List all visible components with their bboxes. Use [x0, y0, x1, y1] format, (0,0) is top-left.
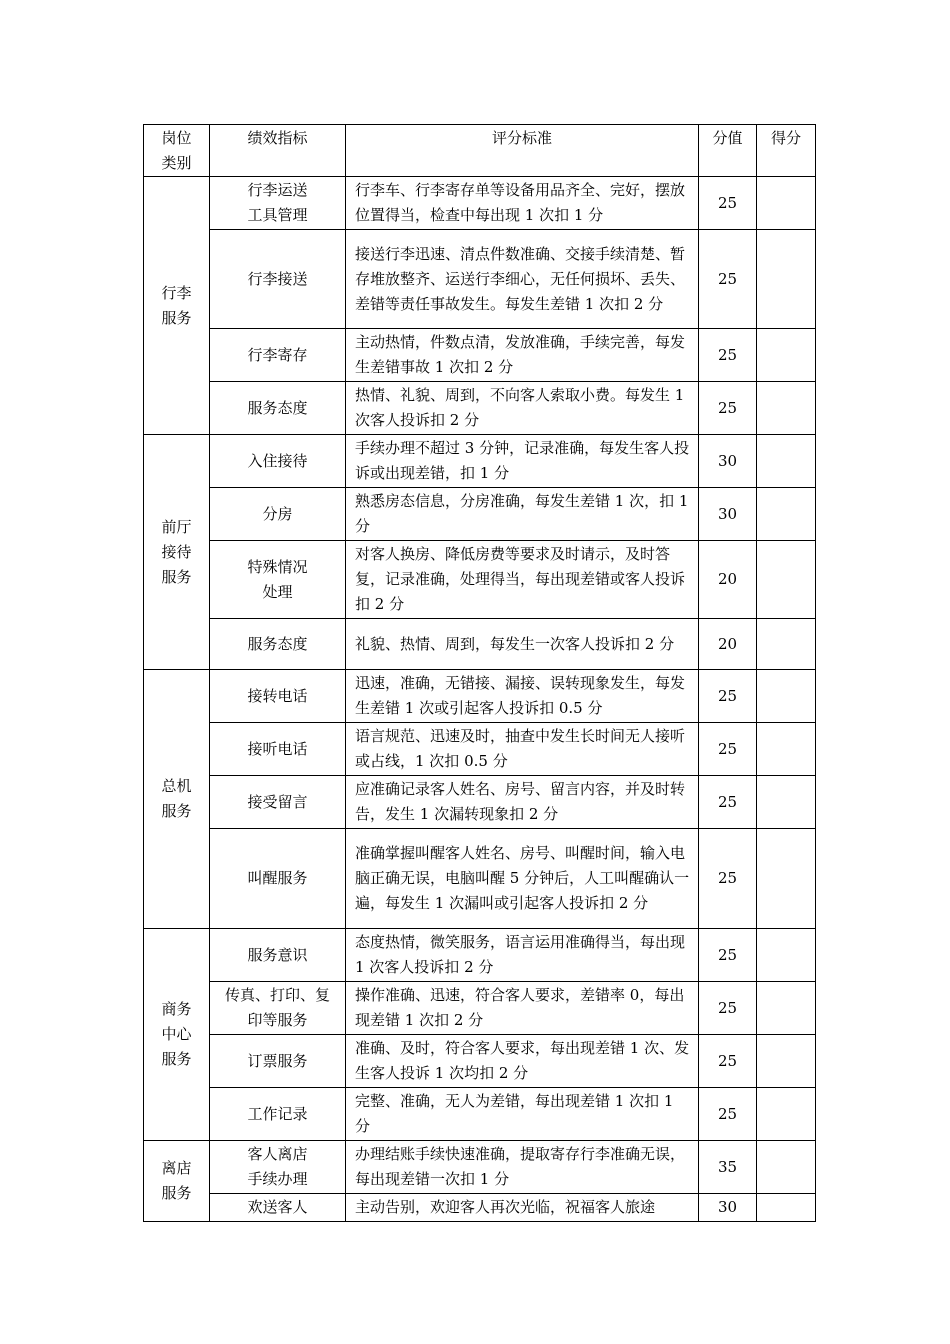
- indicator-cell: 传真、打印、复 印等服务: [210, 982, 346, 1035]
- points-cell: 30: [699, 488, 757, 541]
- points-cell: 25: [699, 829, 757, 929]
- points-cell: 25: [699, 329, 757, 382]
- criteria-cell: 应准确记录客人姓名、房号、留言内容，并及时转告，发生 1 次漏转现象扣 2 分: [346, 776, 699, 829]
- table-row: [144, 776, 816, 829]
- score-cell: [757, 230, 816, 329]
- points-cell: 30: [699, 1194, 757, 1222]
- criteria-cell: 操作准确、迅速，符合客人要求，差错率 0，每出现差错 1 次扣 2 分: [346, 982, 699, 1035]
- points-cell: 25: [699, 1088, 757, 1141]
- criteria-cell: 态度热情，微笑服务，语言运用准确得当，每出现 1 次客人投诉扣 2 分: [346, 929, 699, 982]
- score-cell: [757, 488, 816, 541]
- table-row: [144, 1141, 816, 1194]
- table-row: [144, 488, 816, 541]
- table-row: [144, 723, 816, 776]
- indicator-cell: 客人离店 手续办理: [210, 1141, 346, 1194]
- table-row: [144, 829, 816, 929]
- category-cell: 商务 中心 服务: [144, 929, 210, 1141]
- score-cell: [757, 619, 816, 670]
- score-cell: [757, 329, 816, 382]
- table-row: [144, 541, 816, 619]
- indicator-cell: 欢送客人: [210, 1194, 346, 1222]
- table-row: [144, 230, 816, 329]
- table-row: [144, 1035, 816, 1088]
- indicator-cell: 分房: [210, 488, 346, 541]
- header-points: 分值: [699, 125, 757, 177]
- criteria-cell: 准确、及时，符合客人要求，每出现差错 1 次、发生客人投诉 1 次均扣 2 分: [346, 1035, 699, 1088]
- points-cell: 25: [699, 723, 757, 776]
- category-cell: 总机 服务: [144, 670, 210, 929]
- criteria-cell: 行李车、行李寄存单等设备用品齐全、完好，摆放位置得当，检查中每出现 1 次扣 1 分: [346, 177, 699, 230]
- indicator-cell: 接转电话: [210, 670, 346, 723]
- table-row: [144, 670, 816, 723]
- table-row: [144, 329, 816, 382]
- score-cell: [757, 929, 816, 982]
- criteria-cell: 接送行李迅速、清点件数准确、交接手续清楚、暂存堆放整齐、运送行李细心，无任何损坏、丢失、差错等责任事故发生。每发生差错 1 次扣 2 分: [346, 230, 699, 329]
- indicator-cell: 行李运送 工具管理: [210, 177, 346, 230]
- indicator-cell: 特殊情况 处理: [210, 541, 346, 619]
- points-cell: 35: [699, 1141, 757, 1194]
- points-cell: 25: [699, 929, 757, 982]
- score-cell: [757, 670, 816, 723]
- header-score: 得分: [757, 125, 816, 177]
- indicator-cell: 服务态度: [210, 619, 346, 670]
- table-row: [144, 382, 816, 435]
- points-cell: 25: [699, 1035, 757, 1088]
- score-cell: [757, 982, 816, 1035]
- criteria-cell: 熟悉房态信息，分房准确，每发生差错 1 次，扣 1 分: [346, 488, 699, 541]
- score-cell: [757, 1194, 816, 1222]
- points-cell: 20: [699, 541, 757, 619]
- score-cell: [757, 776, 816, 829]
- score-cell: [757, 1035, 816, 1088]
- category-cell: 行李 服务: [144, 177, 210, 435]
- header-criteria: 评分标准: [346, 125, 699, 177]
- score-cell: [757, 177, 816, 230]
- points-cell: 25: [699, 382, 757, 435]
- criteria-cell: 迅速，准确，无错接、漏接、误转现象发生，每发生差错 1 次或引起客人投诉扣 0.5 分: [346, 670, 699, 723]
- performance-table: [143, 124, 816, 1222]
- header-category: 岗位 类别: [144, 125, 210, 177]
- criteria-cell: 对客人换房、降低房费等要求及时请示，及时答复，记录准确，处理得当，每出现差错或客人投诉扣 2 分: [346, 541, 699, 619]
- points-cell: 25: [699, 230, 757, 329]
- table-row: [144, 1088, 816, 1141]
- table-row: [144, 435, 816, 488]
- table-row: [144, 929, 816, 982]
- criteria-cell: 主动告别，欢迎客人再次光临，祝福客人旅途: [346, 1194, 699, 1222]
- indicator-cell: 服务态度: [210, 382, 346, 435]
- criteria-cell: 准确掌握叫醒客人姓名、房号、叫醒时间，输入电脑正确无误，电脑叫醒 5 分钟后，人工叫醒确认一遍，每发生 1 次漏叫或引起客人投诉扣 2 分: [346, 829, 699, 929]
- indicator-cell: 接听电话: [210, 723, 346, 776]
- points-cell: 25: [699, 776, 757, 829]
- criteria-cell: 主动热情，件数点清，发放准确，手续完善，每发生差错事故 1 次扣 2 分: [346, 329, 699, 382]
- table-row: [144, 982, 816, 1035]
- indicator-cell: 叫醒服务: [210, 829, 346, 929]
- indicator-cell: 入住接待: [210, 435, 346, 488]
- header-indicator: 绩效指标: [210, 125, 346, 177]
- criteria-cell: 语言规范、迅速及时，抽查中发生长时间无人接听或占线，1 次扣 0.5 分: [346, 723, 699, 776]
- indicator-cell: 行李接送: [210, 230, 346, 329]
- criteria-cell: 礼貌、热情、周到，每发生一次客人投诉扣 2 分: [346, 619, 699, 670]
- indicator-cell: 订票服务: [210, 1035, 346, 1088]
- indicator-cell: 工作记录: [210, 1088, 346, 1141]
- score-cell: [757, 1088, 816, 1141]
- points-cell: 20: [699, 619, 757, 670]
- score-cell: [757, 723, 816, 776]
- points-cell: 30: [699, 435, 757, 488]
- indicator-cell: 接受留言: [210, 776, 346, 829]
- score-cell: [757, 829, 816, 929]
- header-row: [144, 125, 816, 177]
- category-cell: 离店 服务: [144, 1141, 210, 1222]
- score-cell: [757, 435, 816, 488]
- category-cell: 前厅 接待 服务: [144, 435, 210, 670]
- score-cell: [757, 382, 816, 435]
- table-row: [144, 177, 816, 230]
- score-cell: [757, 541, 816, 619]
- score-cell: [757, 1141, 816, 1194]
- criteria-cell: 手续办理不超过 3 分钟，记录准确，每发生客人投诉或出现差错，扣 1 分: [346, 435, 699, 488]
- points-cell: 25: [699, 670, 757, 723]
- table-row: [144, 1194, 816, 1222]
- criteria-cell: 办理结账手续快速准确，提取寄存行李准确无误，每出现差错一次扣 1 分: [346, 1141, 699, 1194]
- points-cell: 25: [699, 177, 757, 230]
- points-cell: 25: [699, 982, 757, 1035]
- criteria-cell: 完整、准确，无人为差错，每出现差错 1 次扣 1 分: [346, 1088, 699, 1141]
- indicator-cell: 行李寄存: [210, 329, 346, 382]
- table-row: [144, 619, 816, 670]
- indicator-cell: 服务意识: [210, 929, 346, 982]
- criteria-cell: 热情、礼貌、周到，不向客人索取小费。每发生 1 次客人投诉扣 2 分: [346, 382, 699, 435]
